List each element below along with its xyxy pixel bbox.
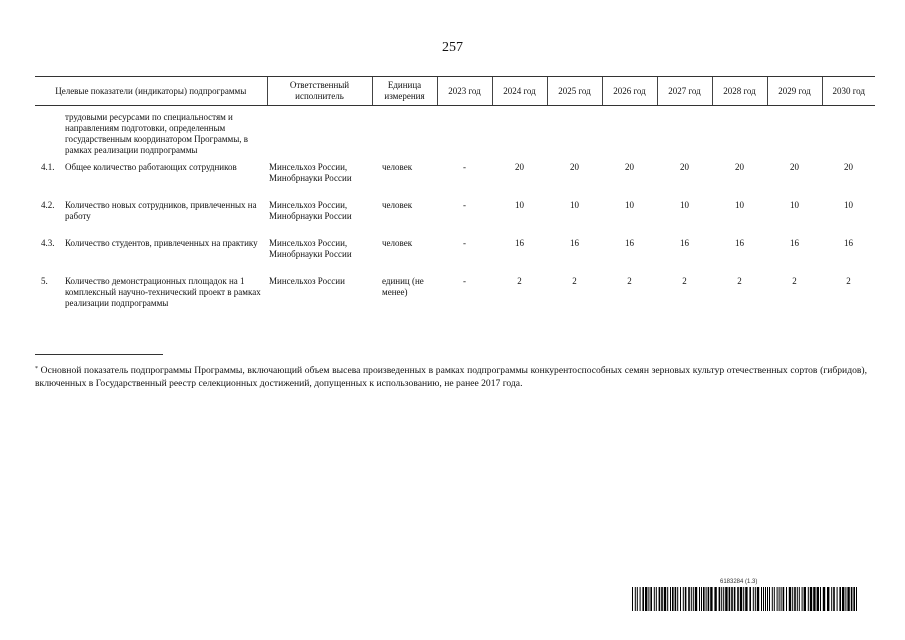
header-responsible: Ответственный исполнитель [267, 77, 372, 106]
indicators-table [35, 76, 875, 309]
barcode-code: 6183284 (1.3) [720, 579, 758, 585]
continuation-text: трудовыми ресурсами по специальностям и направлениям подготовки, определенным государственным координатором Программы, в рамках реализации подпрограммы [65, 112, 249, 155]
barcode-bar [833, 587, 835, 611]
table-header-row [35, 77, 875, 106]
unit-cell: человек [382, 162, 413, 172]
value-cell: 20 [625, 162, 634, 172]
header-year: 2027 год [657, 77, 712, 106]
barcode-bar [745, 587, 747, 611]
value-cell: 2 [517, 276, 522, 286]
barcode-bar [667, 587, 668, 611]
barcode-bar [749, 587, 751, 611]
continuation-row [35, 106, 875, 157]
barcode-bar [659, 587, 661, 611]
value-cell: 2 [792, 276, 797, 286]
barcode-bar [710, 587, 712, 611]
barcode-bar [783, 587, 785, 611]
barcode-bar [794, 587, 796, 611]
barcode-bar [664, 587, 666, 611]
indicator-name: Количество студентов, привлеченных на практику [65, 238, 258, 248]
barcode-bar [699, 587, 700, 611]
table-row [35, 156, 875, 194]
barcode-bar [792, 587, 793, 611]
barcode-bar [837, 587, 838, 611]
barcode-bar [725, 587, 727, 611]
barcode-bar [817, 587, 819, 611]
barcode-bar [851, 587, 853, 611]
barcode-bar [723, 587, 724, 611]
value-cell: 10 [790, 200, 799, 210]
value-cell: 20 [844, 162, 853, 172]
value-cell: - [463, 276, 466, 286]
barcode-bar [670, 587, 671, 611]
barcode-bar [765, 587, 766, 611]
barcode-bar [804, 587, 806, 611]
barcode-bar [637, 587, 638, 611]
barcode-bar [737, 587, 739, 611]
barcode-bar [650, 587, 652, 611]
row-number: 5. [41, 276, 48, 286]
indicator-name: Количество демонстрационных площадок на 1 комплексный научно-технический проект в рамках реализации подпрограммы [65, 276, 261, 308]
value-cell: 2 [846, 276, 851, 286]
barcode-bar [642, 587, 644, 611]
barcode-bar [839, 587, 841, 611]
indicator-cell [35, 232, 267, 270]
barcode-bar [808, 587, 809, 611]
barcode-bar [831, 587, 832, 611]
barcode-bar [842, 587, 844, 611]
table-row [35, 270, 875, 309]
barcode-bar [632, 587, 633, 611]
footnote-divider [35, 354, 163, 355]
header-year: 2030 год [822, 77, 875, 106]
unit-cell: единиц (не менее) [382, 276, 424, 297]
barcode-bar [781, 587, 782, 611]
value-cell: 20 [735, 162, 744, 172]
barcode-bar [680, 587, 681, 611]
barcode-bar [772, 587, 773, 611]
value-cell: 20 [570, 162, 579, 172]
value-cell: - [463, 162, 466, 172]
header-year: 2025 год [547, 77, 602, 106]
barcode-bar [688, 587, 690, 611]
header-year: 2026 год [602, 77, 657, 106]
barcode-bar [797, 587, 798, 611]
barcode-bar [645, 587, 647, 611]
barcode-bar [648, 587, 649, 611]
barcode-bar [714, 587, 716, 611]
row-number: 4.3. [41, 238, 55, 248]
barcode-bar [703, 587, 705, 611]
barcode-bar [654, 587, 655, 611]
barcode-bar [767, 587, 768, 611]
value-cell: 10 [680, 200, 689, 210]
barcode-bar [789, 587, 791, 611]
barcode-bar [661, 587, 663, 611]
footnote-text: Основной показатель подпрограммы Программы, включающий объем высева произведенных в рамках подпрограммы конкурентоспособных семян зерновых культур отечественных сортов (гибридов), включенных в Государственный реестр селекционных достижений, допущенных к использованию, не ранее 2017 года. [35, 365, 867, 389]
unit-cell: человек [382, 200, 413, 210]
barcode-bar [701, 587, 702, 611]
barcode-bar [845, 587, 846, 611]
barcode-bar [755, 587, 756, 611]
value-cell: 2 [682, 276, 687, 286]
value-cell: 20 [680, 162, 689, 172]
value-cell: 20 [515, 162, 524, 172]
value-cell: - [463, 200, 466, 210]
barcode-bar [820, 587, 821, 611]
barcode-bar [763, 587, 764, 611]
row-number: 4.1. [41, 162, 55, 172]
barcode-bar [685, 587, 687, 611]
footnote [35, 364, 867, 390]
barcode-image [632, 587, 857, 611]
barcode-bar [769, 587, 770, 611]
value-cell: 20 [790, 162, 799, 172]
header-year: 2029 год [767, 77, 822, 106]
barcode-bar [734, 587, 736, 611]
indicator-cell [35, 194, 267, 232]
barcode-bar [757, 587, 759, 611]
header-year: 2023 год [437, 77, 492, 106]
barcode-bar [853, 587, 855, 611]
barcode-bar [721, 587, 722, 611]
indicator-name: Общее количество работающих сотрудников [65, 162, 237, 172]
indicator-name: Количество новых сотрудников, привлеченных на работу [65, 200, 257, 221]
value-cell: 16 [515, 238, 524, 248]
barcode-bar [799, 587, 800, 611]
header-indicator: Целевые показатели (индикаторы) подпрограммы [35, 77, 267, 106]
barcode-bar [677, 587, 678, 611]
value-cell: 10 [515, 200, 524, 210]
barcode-bar [706, 587, 707, 611]
value-cell: 2 [572, 276, 577, 286]
barcode-bar [827, 587, 829, 611]
table-row [35, 232, 875, 270]
barcode-bar [774, 587, 775, 611]
header-unit: Единица измерения [372, 77, 437, 106]
barcode-bar [695, 587, 697, 611]
barcode-bar [740, 587, 742, 611]
barcode-bar [635, 587, 636, 611]
footnote-marker: * [35, 366, 38, 372]
barcode-bar [708, 587, 710, 611]
value-cell: 10 [735, 200, 744, 210]
barcode-bar [640, 587, 641, 611]
barcode-bar [691, 587, 692, 611]
value-cell: 16 [680, 238, 689, 248]
value-cell: 16 [625, 238, 634, 248]
barcode-bar [672, 587, 674, 611]
barcode-bar [656, 587, 657, 611]
barcode-bar [719, 587, 721, 611]
header-year: 2028 год [712, 77, 767, 106]
barcode-bar [729, 587, 731, 611]
table-row [35, 194, 875, 232]
value-cell: 2 [737, 276, 742, 286]
barcode-bar [810, 587, 812, 611]
value-cell: 16 [735, 238, 744, 248]
indicator-cell [35, 270, 267, 309]
barcode-bar [802, 587, 803, 611]
value-cell: - [463, 238, 466, 248]
barcode-bar [693, 587, 694, 611]
responsible-cell: Минсельхоз России, Минобрнауки России [269, 238, 352, 259]
value-cell: 10 [570, 200, 579, 210]
value-cell: 10 [625, 200, 634, 210]
unit-cell: человек [382, 238, 413, 248]
value-cell: 2 [627, 276, 632, 286]
value-cell: 16 [790, 238, 799, 248]
barcode-bar [813, 587, 815, 611]
barcode-bar [731, 587, 733, 611]
barcode-bar [753, 587, 754, 611]
responsible-cell: Минсельхоз России [269, 276, 345, 286]
barcode-bar [777, 587, 778, 611]
barcode-bar [683, 587, 684, 611]
barcode-bar [675, 587, 677, 611]
barcode-bar [779, 587, 780, 611]
responsible-cell: Минсельхоз России, Минобрнауки России [269, 200, 352, 221]
barcode-bar [743, 587, 744, 611]
value-cell: 16 [844, 238, 853, 248]
page-number: 257 [442, 40, 463, 55]
barcode-bar [786, 587, 787, 611]
responsible-cell: Минсельхоз России, Минобрнауки России [269, 162, 352, 183]
indicator-cell [35, 156, 267, 194]
barcode-bar [856, 587, 857, 611]
barcode-bar [823, 587, 825, 611]
value-cell: 16 [570, 238, 579, 248]
value-cell: 10 [844, 200, 853, 210]
barcode-bar [761, 587, 762, 611]
row-number: 4.2. [41, 200, 55, 210]
barcode-bar [847, 587, 849, 611]
header-year: 2024 год [492, 77, 547, 106]
